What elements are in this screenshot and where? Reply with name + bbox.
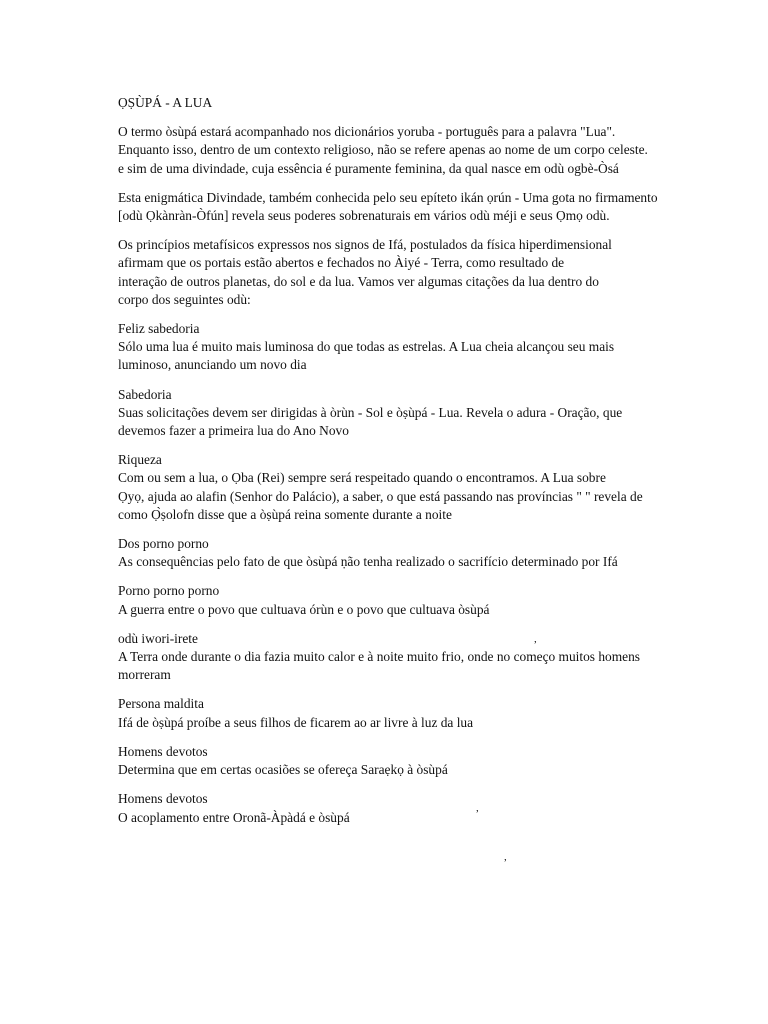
citation-item: [118, 386, 718, 441]
text-line: afirmam que os portais estão abertos e fechados no Àiyé - Terra, como resultado de: [118, 255, 565, 271]
citation-line: As consequências pelo fato de que òsùpá ṇão tenha realizado o sacrifício determinado por Ifá: [118, 554, 618, 570]
text-line: O termo òsùpá estará acompanhado nos dicionários yoruba - português para a palavra "Lua".: [118, 124, 616, 140]
citation-item: [118, 695, 718, 731]
citation-line: devemos fazer a primeira lua do Ano Novo: [118, 423, 349, 439]
citation-line: Com ou sem a lua, o Ọba (Rei) sempre será respeitado quando o encontramos. A Lua sobre: [118, 470, 606, 486]
intro-paragraph: [118, 123, 718, 178]
citation-heading: Porno porno porno: [118, 583, 220, 599]
text-line: [odù Ọkànràn-Òfún] revela seus poderes sobrenaturais em vários odù méji e seus Ọmọ odù.: [118, 208, 610, 224]
intro-paragraph: [118, 189, 718, 225]
citation-line: Ọyọ, ajuda ao alafin (Senhor do Palácio), a saber, o que está passando nas províncias " " revela de: [118, 488, 643, 504]
stray-mark: ,: [534, 633, 537, 645]
citation-line: como Ọ̀ṣolofn disse que a òṣùpá reina somente durante a noite: [118, 506, 452, 522]
text-line: interação de outros planetas, do sol e da lua. Vamos ver algumas citações da lua dentro do: [118, 273, 599, 289]
citation-heading: odù iwori-irete: [118, 630, 198, 646]
citation-line: A guerra entre o povo que cultuava órùn e o povo que cultuava òsùpá: [118, 601, 490, 617]
citation-heading: Homens devotos: [118, 791, 208, 807]
citation-item: [118, 582, 718, 618]
stray-mark: ,: [476, 802, 479, 814]
document-content: [118, 94, 718, 838]
citation-item: [118, 320, 718, 375]
citation-line: luminoso, anunciando um novo dia: [118, 357, 307, 373]
citation-line: A Terra onde durante o dia fazia muito calor e à noite muito frio, onde no começo muitos homens: [118, 649, 641, 665]
text-line: Os princípios metafísicos expressos nos signos de Ifá, postulados da física hiperdimensional: [118, 237, 612, 253]
citation-heading: Persona maldita: [118, 696, 204, 712]
citation-item: [118, 630, 718, 685]
citation-line: Determina que em certas ocasiões se ofereça Saraẹkọ à òsùpá: [118, 762, 448, 778]
citation-item: [118, 790, 718, 826]
citation-line: Suas solicitações devem ser dirigidas à òrùn - Sol e òṣùpá - Lua. Revela o adura - Oração, que: [118, 404, 623, 420]
citation-item: [118, 535, 718, 571]
citation-heading: Homens devotos: [118, 743, 208, 759]
citation-line: morreram: [118, 667, 171, 683]
citation-item: [118, 451, 718, 524]
text-line: Enquanto isso, dentro de um contexto religioso, não se refere apenas ao nome de um corpo celeste.: [118, 142, 648, 158]
text-line: Esta enigmática Divindade, também conhecida pelo seu epíteto ikán ọrún - Uma gota no firmamento: [118, 189, 658, 205]
intro-paragraph: [118, 236, 718, 309]
citation-heading: Sabedoria: [118, 386, 172, 402]
citation-item: [118, 743, 718, 779]
citation-line: O acoplamento entre Oronã-Àpàdá e òsùpá: [118, 809, 350, 825]
text-line: corpo dos seguintes odù:: [118, 291, 251, 307]
stray-mark: ,: [504, 851, 507, 863]
citation-line: Sólo uma lua é muito mais luminosa do que todas as estrelas. A Lua cheia alcançou seu mais: [118, 339, 615, 355]
citation-heading: Feliz sabedoria: [118, 321, 200, 337]
citation-line: Ifá de òṣùpá proíbe a seus filhos de ficarem ao ar livre à luz da lua: [118, 714, 474, 730]
document-title: ỌṢÙPÁ - A LUA: [118, 95, 213, 110]
text-line: e sim de uma divindade, cuja essência é puramente feminina, da qual nasce em odù ogbè-Òsá: [118, 160, 619, 176]
citation-heading: Dos porno porno: [118, 536, 209, 552]
citation-heading: Riqueza: [118, 452, 162, 468]
